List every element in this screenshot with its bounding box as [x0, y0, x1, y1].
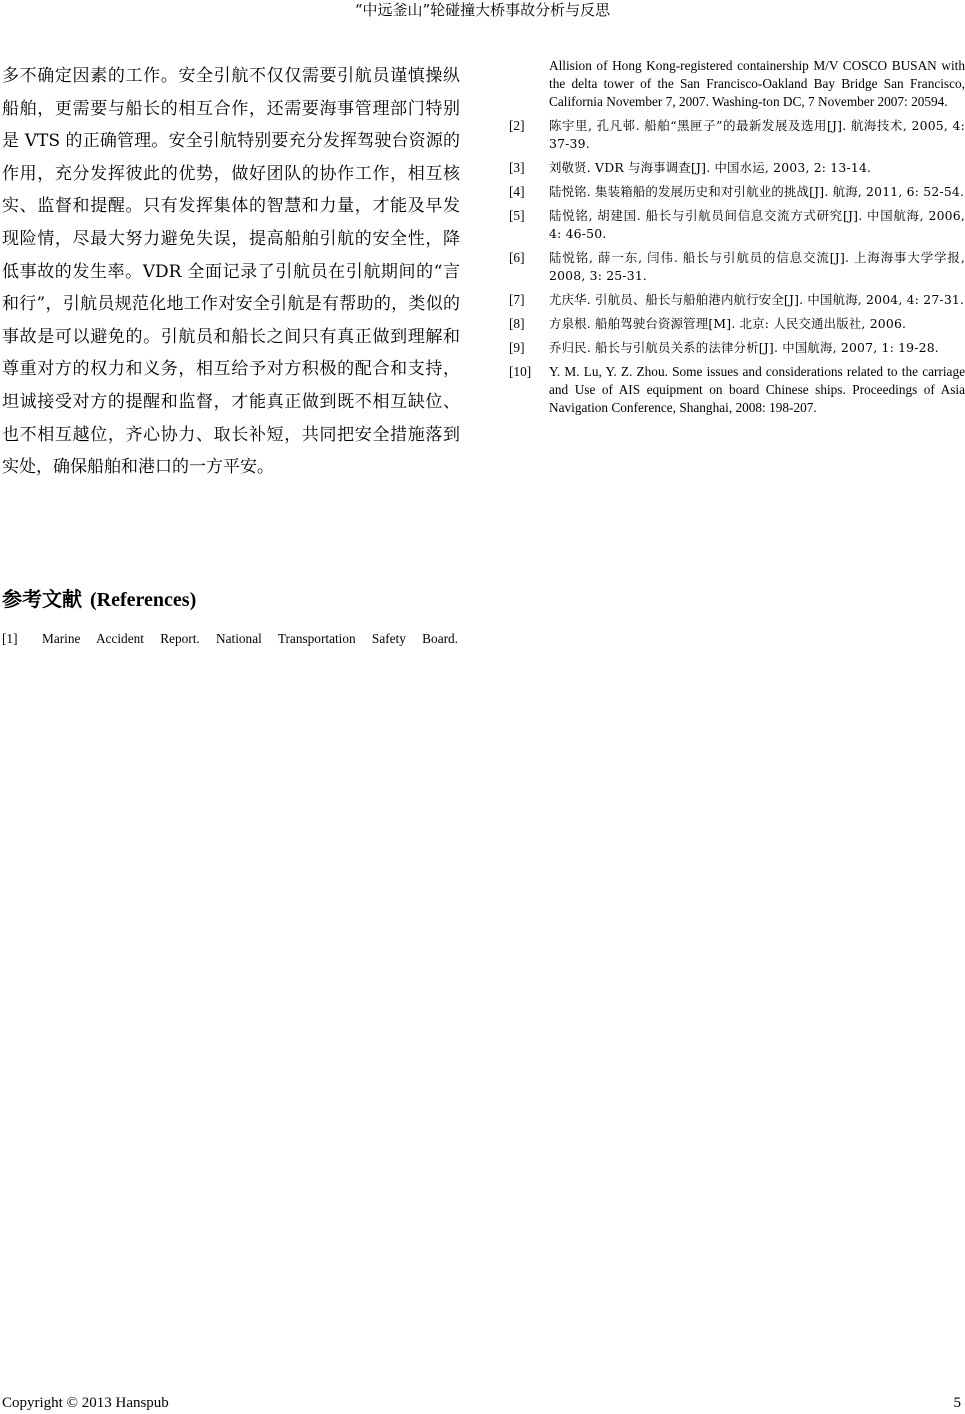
reference-item-6	[509, 249, 965, 285]
reference-item-1	[2, 630, 458, 648]
reference-number: [5]	[509, 208, 525, 223]
reference-number: [1]	[2, 631, 18, 646]
reference-text: 陆悦铭, 薛一东, 闫伟. 船长与引航员的信息交流[J]. 上海海事大学学报, 2008, 3: 25-31.	[549, 250, 965, 283]
reference-number: [4]	[509, 184, 525, 199]
reference-number: [7]	[509, 292, 525, 307]
reference-item-9	[509, 339, 965, 357]
references-heading-cn: 参考文献	[2, 587, 82, 611]
footer-copyright: Copyright © 2013 Hanspub	[2, 1395, 169, 1411]
reference-text: 乔归民. 船长与引航员关系的法律分析[J]. 中国航海, 2007, 1: 19-28.	[549, 340, 939, 355]
reference-text: Y. M. Lu, Y. Z. Zhou. Some issues and considerations related to the carriage and Use of AIS equipment on board Chinese ships. Proceedings of Asia Navigation Conference, Shanghai, 2008: 198-207.	[549, 364, 965, 415]
reference-text: 尤庆华. 引航员、船长与船舶港内航行安全[J]. 中国航海, 2004, 4: 27-31.	[549, 292, 965, 307]
reference-item-3	[509, 159, 965, 177]
references-column-right	[509, 57, 965, 423]
body-column-left	[2, 60, 460, 484]
reference-text: 陆悦铭. 集装箱船的发展历史和对引航业的挑战[J]. 航海, 2011, 6: 52-54.	[549, 184, 965, 199]
reference-item-7	[509, 291, 965, 309]
running-header: “中远釜山”轮碰撞大桥事故分析与反思	[354, 1, 611, 19]
reference-text: 陈宇里, 孔凡邨. 船舶“黑匣子”的最新发展及选用[J]. 航海技术, 2005, 4: 37-39.	[549, 118, 965, 151]
reference-number: [3]	[509, 160, 525, 175]
reference-item-4	[509, 183, 965, 201]
reference-item-2	[509, 117, 965, 153]
reference-text: 陆悦铭, 胡建国. 船长与引航员间信息交流方式研究[J]. 中国航海, 2006, 4: 46-50.	[549, 208, 965, 241]
reference-item-8	[509, 315, 965, 333]
reference-number: [2]	[509, 118, 525, 133]
reference-item-5	[509, 207, 965, 243]
references-heading-en: (References)	[90, 589, 197, 611]
reference-item-10	[509, 363, 965, 417]
page-number: 5	[953, 1395, 961, 1411]
reference-number: [10]	[509, 364, 532, 379]
reference-text: 刘敬贤. VDR 与海事调查[J]. 中国水运, 2003, 2: 13-14.	[549, 160, 872, 175]
reference-item-1-continued: Allision of Hong Kong-registered containership M/V COSCO BUSAN with the delta tower of the San Francisco-Oakland Bay Bridge San Francisco, California November 7, 2007. Washing-ton DC, 7 November 2007: 20594.	[549, 58, 965, 109]
references-heading	[2, 584, 196, 615]
body-paragraph: 多不确定因素的工作。安全引航不仅仅需要引航员谨慎操纵船舶，更需要与船长的相互合作，还需要海事管理部门特别是 VTS 的正确管理。安全引航特别要充分发挥驾驶台资源的作用，充分发挥彼此的优势，做好团队的协作工作，相互核实、监督和提醒。只有发挥集体的智慧和力量，才能及早发现险情，尽最大努力避免失误，提高船舶引航的安全性，降低事故的发生率。VDR 全面记录了引航员在引航期间的“言和行”，引航员规范化地工作对安全引航是有帮助的，类似的事故是可以避免的。引航员和船长之间只有真正做到理解和尊重对方的权力和义务，相互给予对方积极的配合和支持，坦诚接受对方的提醒和监督，才能真正做到既不相互缺位、也不相互越位，齐心协力、取长补短，共同把安全措施落到实处，确保船舶和港口的一方平安。	[2, 66, 460, 478]
reference-number: [8]	[509, 316, 525, 331]
reference-number: [9]	[509, 340, 525, 355]
reference-text: Marine Accident Report. National Transportation Safety Board.	[42, 631, 458, 646]
reference-number: [6]	[509, 250, 525, 265]
reference-text: 方泉根. 船舶驾驶台资源管理[M]. 北京: 人民交通出版社, 2006.	[549, 316, 907, 331]
